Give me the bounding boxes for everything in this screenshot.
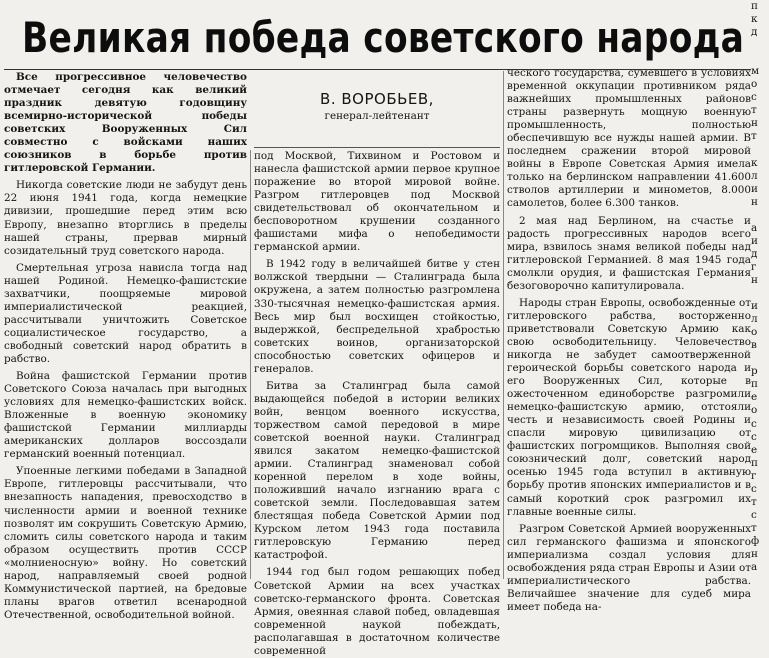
column-divider-1 <box>250 150 251 579</box>
adjacent-letter: л <box>751 169 758 182</box>
adjacent-letter: о <box>751 78 758 91</box>
byline-rank: генерал-лейтенант <box>324 110 430 122</box>
adjacent-letter <box>751 287 769 300</box>
paragraph: Народы стран Европы, освобожденные от гитлеровского рабства, восторженно приветствовали Советскую Армию как свою освободительницу. Человечество никогда не забудет самоотверженной героической борьбы советского народа и его Вооруженных Сил, которые в ожесточенном единоборстве разгромили немецко-фашистскую армию, отстояли честь и независимость своей Родины и спасли мировую цивилизацию от фашистских погромщиков. Выполняя свой союзнический долг, советский народ осенью 1945 года вступил в активную борьбу против японских империалистов и в самый короткий срок разгромил их главные военные силы. <box>507 296 751 518</box>
paragraph: Все прогрессивное человечество отмечает сегодня как великий праздник девятую годовщину всемирно-исторической победы советских Вооруженных Сил совместно с войсками наших союзников в борьбе против гитлеровской Германии. <box>4 71 247 175</box>
column-divider-2 <box>503 71 504 579</box>
adjacent-letter: л <box>751 313 758 326</box>
paragraph: Смертельная угроза нависла тогда над нашей Родиной. Немецко-фашистские захватчики, поощряемые мировой империалистической реакцией, рассчитывали уничтожить Советское социалистическое государство, а свободный советский народ обратить в рабство. <box>4 261 247 365</box>
adjacent-letter: с <box>751 430 757 443</box>
adjacent-letter: и <box>751 234 758 247</box>
adjacent-letter: а <box>751 561 758 574</box>
adjacent-letter: н <box>751 117 758 130</box>
adjacent-letter <box>751 144 769 157</box>
adjacent-letter: п <box>751 378 758 391</box>
adjacent-letters <box>751 0 769 574</box>
adjacent-letter <box>751 52 769 65</box>
adjacent-letter: м <box>751 65 760 78</box>
paragraph: Война фашистской Германии против Советского Союза началась при выгодных условиях для немецко-фашистских войск. Вложенные в военную экономику фашистской Германии миллиарды американских долларов воссоздали германский военный потенциал. <box>4 370 247 461</box>
adjacent-letter: о <box>751 326 758 339</box>
byline <box>254 89 500 123</box>
adjacent-letter: в <box>751 339 757 352</box>
adjacent-letter <box>751 209 769 222</box>
paragraph: Битва за Сталинград была самой выдающейся победой в истории великих войн, венцом военного искусства, торжеством самой передовой в мире советской военной науки. Сталинград явился закатом немецко-фашистской армии. Сталинград знаменовал собой коренной перелом в ходе войны, положивший начало изгнанию врага с советской земли. Последовавшая затем блестящая победа Советской Армии под Курском летом 1943 года поставила гитлеровскую Германию перед катастрофой. <box>254 379 500 562</box>
paragraph: под Москвой, Тихвином и Ростовом и нанесла фашистской армии первое крупное поражение во второй мировой войне. Разгром гитлеровцев под Москвой свидетельствовал об окончательном и бесповоротном крушении созданного фашистами мифа о непобедимости германской армии. <box>254 150 500 254</box>
adjacent-letter: т <box>751 521 757 534</box>
paragraph: Упоенные легкими победами в Западной Европе, гитлеровцы рассчитывали, что внезапность нападения, превосходство в численности армии и военной технике позволят им сокрушить Советскую Армию, сломить силы советского народа и таким образом осуществить против СССР «молниеносную» войну. Но советский народ, направляемый своей родной Коммунистической партией, на бредовые планы врагов ответил всенародной Отечественной, освободительной войной. <box>4 465 247 621</box>
adjacent-letter: н <box>751 547 758 560</box>
adjacent-letter: т <box>751 130 757 143</box>
adjacent-letter: г <box>751 469 757 482</box>
adjacent-letter: т <box>751 104 757 117</box>
paragraph: В 1942 году в величайшей битве у стен волжской твердыни — Сталинграда была окружена, а затем полностью разгромлена 330-тысячная немецко-фашистская армия. Весь мир был восхищен стойкостью, выдержкой, беспредельной храбростью советских воинов, организаторской способностью советских офицеров и генералов. <box>254 258 500 375</box>
adjacent-letter: и <box>751 300 758 313</box>
adjacent-letter: п <box>751 0 758 12</box>
article-column-2 <box>254 150 500 657</box>
adjacent-letter: с <box>751 508 757 521</box>
byline-author: В. ВОРОБЬЕВ, <box>320 90 434 108</box>
paragraph: ческого государства, сумевшего в условиях временной оккупации противником ряда важнейших промышленных районов страны развернуть мощную военную промышленность, полностью обеспечившую все нужды нашей армии. В последнем сражении второй мировой войны в Европе Советская Армия имела только на берлинском направлении 41.600 стволов артиллерии и минометов, 8.000 самолетов, более 6.300 танков. <box>507 67 751 210</box>
paragraph: 2 мая над Берлином, на счастье и радость прогрессивных народов всего мира, взвилось знамя великой победы над гитлеровской Германией. 8 мая 1945 года смолкли орудия, и фашистская Германия безоговорочно капитулировала. <box>507 214 751 292</box>
adjacent-letter: и <box>751 182 758 195</box>
adjacent-letter: г <box>751 260 757 273</box>
adjacent-letter: е <box>751 443 758 456</box>
adjacent-letter: а <box>751 221 758 234</box>
adjacent-letter: к <box>751 13 758 26</box>
paragraph: Разгром Советской Армией вооруженных сил германского фашизма и японского империализма создал условия для освобождения ряда стран Европы и Азии от империалистического рабства. Величайшее значение для судеб мира имеет победа на- <box>507 522 752 613</box>
adjacent-letter: н <box>751 273 758 286</box>
adjacent-letter: д <box>751 26 758 39</box>
adjacent-letter: с <box>751 482 757 495</box>
article-column-1 <box>4 71 247 621</box>
adjacent-letter: е <box>751 391 758 404</box>
headline: Великая победа советского народа <box>22 13 745 62</box>
article-column-3 <box>507 67 752 613</box>
adjacent-letter: о <box>751 404 758 417</box>
adjacent-letter: с <box>751 417 757 430</box>
adjacent-article-fragment <box>751 0 769 579</box>
adjacent-letter: т <box>751 495 757 508</box>
adjacent-letter: д <box>751 247 758 260</box>
adjacent-letter: р <box>751 365 758 378</box>
adjacent-letter: с <box>751 91 757 104</box>
adjacent-letter <box>751 352 769 365</box>
byline-rule <box>254 147 500 148</box>
paragraph: Никогда советские люди не забудут день 22 июня 1941 года, когда немецкие дивизии, прошедшие перед этим всю Европу, внезапно вторглись в пределы нашей страны, прервав мирный созидательный труд советского народа. <box>4 179 247 257</box>
adjacent-letter: н <box>751 195 758 208</box>
paragraph: 1944 год был годом решающих побед Советской Армии на всех участках советско-германского фронта. Советская Армия, овеянная славой побед, овладевшая современной наукой побеждать, располагавшая в достаточном количестве современной <box>254 566 500 657</box>
adjacent-letter: ф <box>751 534 760 547</box>
adjacent-letter: к <box>751 156 758 169</box>
adjacent-letter: п <box>751 456 758 469</box>
adjacent-letter <box>751 39 769 52</box>
